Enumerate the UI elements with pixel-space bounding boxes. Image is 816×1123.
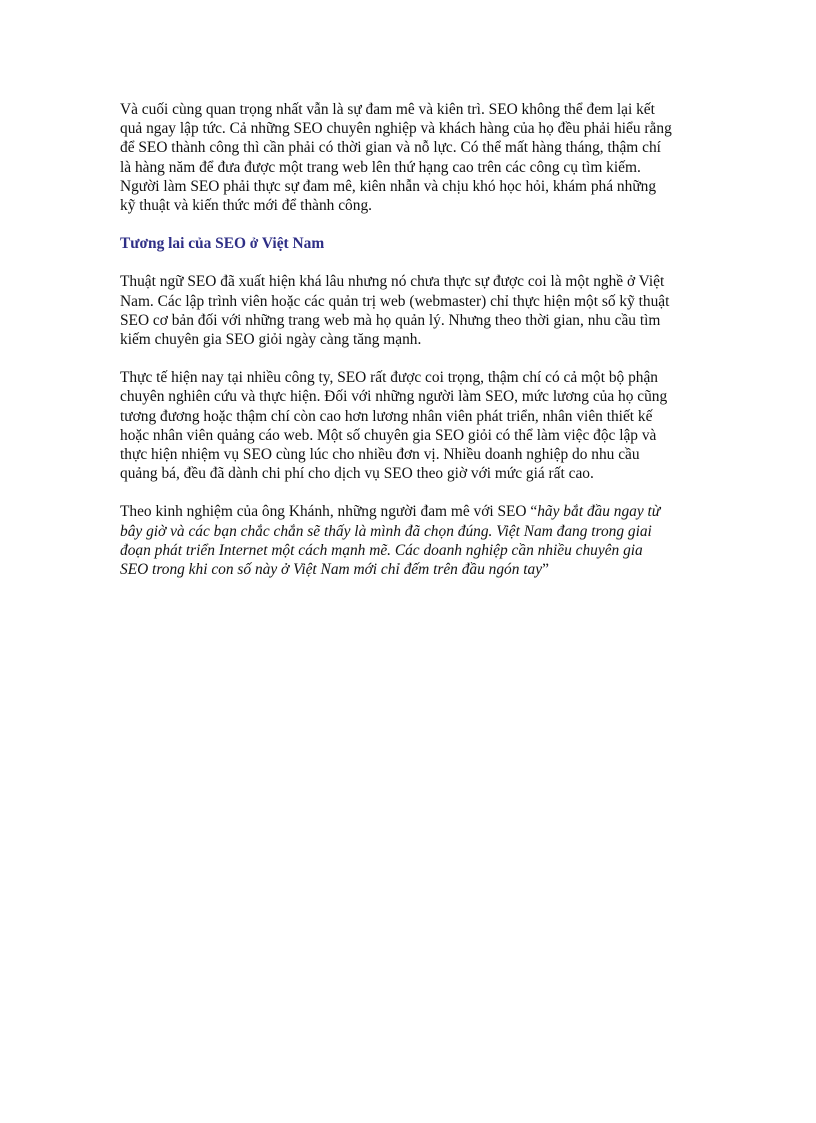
text-line: quảng bá, đều đã dành chi phí cho dịch vụ SEO theo giờ với mức giá rất cao. xyxy=(120,465,594,483)
text-line: Thuật ngữ SEO đã xuất hiện khá lâu nhưng nó chưa thực sự được coi là một nghề ở Việt xyxy=(120,273,665,291)
spacer xyxy=(120,253,702,272)
text-line xyxy=(120,502,702,521)
quote-line: đoạn phát triển Internet một cách mạnh mẽ. Các doanh nghiệp cần nhiều chuyên gia xyxy=(120,541,643,559)
quote-start: hãy bắt đầu ngay từ xyxy=(537,503,661,521)
text-line: là hàng năm để đưa được một trang web lên thứ hạng cao trên các công cụ tìm kiếm. xyxy=(120,158,641,176)
closing-quote: ” xyxy=(542,561,549,579)
text-line: Thực tế hiện nay tại nhiều công ty, SEO rất được coi trọng, thậm chí có cả một bộ phận xyxy=(120,369,658,387)
text-line: thực hiện nhiệm vụ SEO cùng lúc cho nhiều đơn vị. Nhiều doanh nghiệp do nhu cầu xyxy=(120,446,640,464)
text-line: Nam. Các lập trình viên hoặc các quản trị web (webmaster) chỉ thực hiện một số kỹ thuật xyxy=(120,292,670,310)
spacer xyxy=(120,483,702,502)
text-line xyxy=(120,560,702,579)
paragraph-quote xyxy=(120,502,702,579)
quote-end: SEO trong khi con số này ở Việt Nam mới chỉ đếm trên đầu ngón tay xyxy=(120,561,543,579)
text-line: SEO cơ bản đối với những trang web mà họ quản lý. Nhưng theo thời gian, nhu cầu tìm xyxy=(120,311,661,329)
section-heading: Tương lai của SEO ở Việt Nam xyxy=(120,235,325,253)
text-line: Người làm SEO phải thực sự đam mê, kiên nhẫn và chịu khó học hỏi, khám phá những xyxy=(120,177,657,195)
text-line: Và cuối cùng quan trọng nhất vẫn là sự đam mê và kiên trì. SEO không thể đem lại kết xyxy=(120,101,655,118)
text-line: kiếm chuyên gia SEO giỏi ngày càng tăng mạnh. xyxy=(120,331,422,349)
paragraph-seo-reality xyxy=(120,368,702,483)
quote-line: bây giờ và các bạn chắc chắn sẽ thấy là mình đã chọn đúng. Việt Nam đang trong giai xyxy=(120,522,652,540)
spacer xyxy=(120,349,702,368)
text-line: để SEO thành công thì cần phải có thời gian và nỗ lực. Có thể mất hàng tháng, thậm chí xyxy=(120,139,661,157)
document-page xyxy=(120,100,702,579)
text-line: chuyên nghiên cứu và thực hiện. Đối với những người làm SEO, mức lương của họ cũng xyxy=(120,388,668,406)
spacer xyxy=(120,215,702,234)
text-line: hoặc nhân viên quảng cáo web. Một số chuyên gia SEO giỏi có thể làm việc độc lập và xyxy=(120,426,657,444)
text-line: tương đương hoặc thậm chí còn cao hơn lương nhân viên phát triển, nhân viên thiết kế xyxy=(120,407,653,425)
text-line: kỹ thuật và kiến thức mới để thành công. xyxy=(120,197,372,215)
paragraph-perseverance xyxy=(120,100,702,215)
paragraph-seo-term xyxy=(120,272,702,349)
text-line: quả ngay lập tức. Cả những SEO chuyên nghiệp và khách hàng của họ đều phải hiểu rằng xyxy=(120,120,672,138)
quote-intro: Theo kinh nghiệm của ông Khánh, những người đam mê với SEO “ xyxy=(120,503,538,521)
